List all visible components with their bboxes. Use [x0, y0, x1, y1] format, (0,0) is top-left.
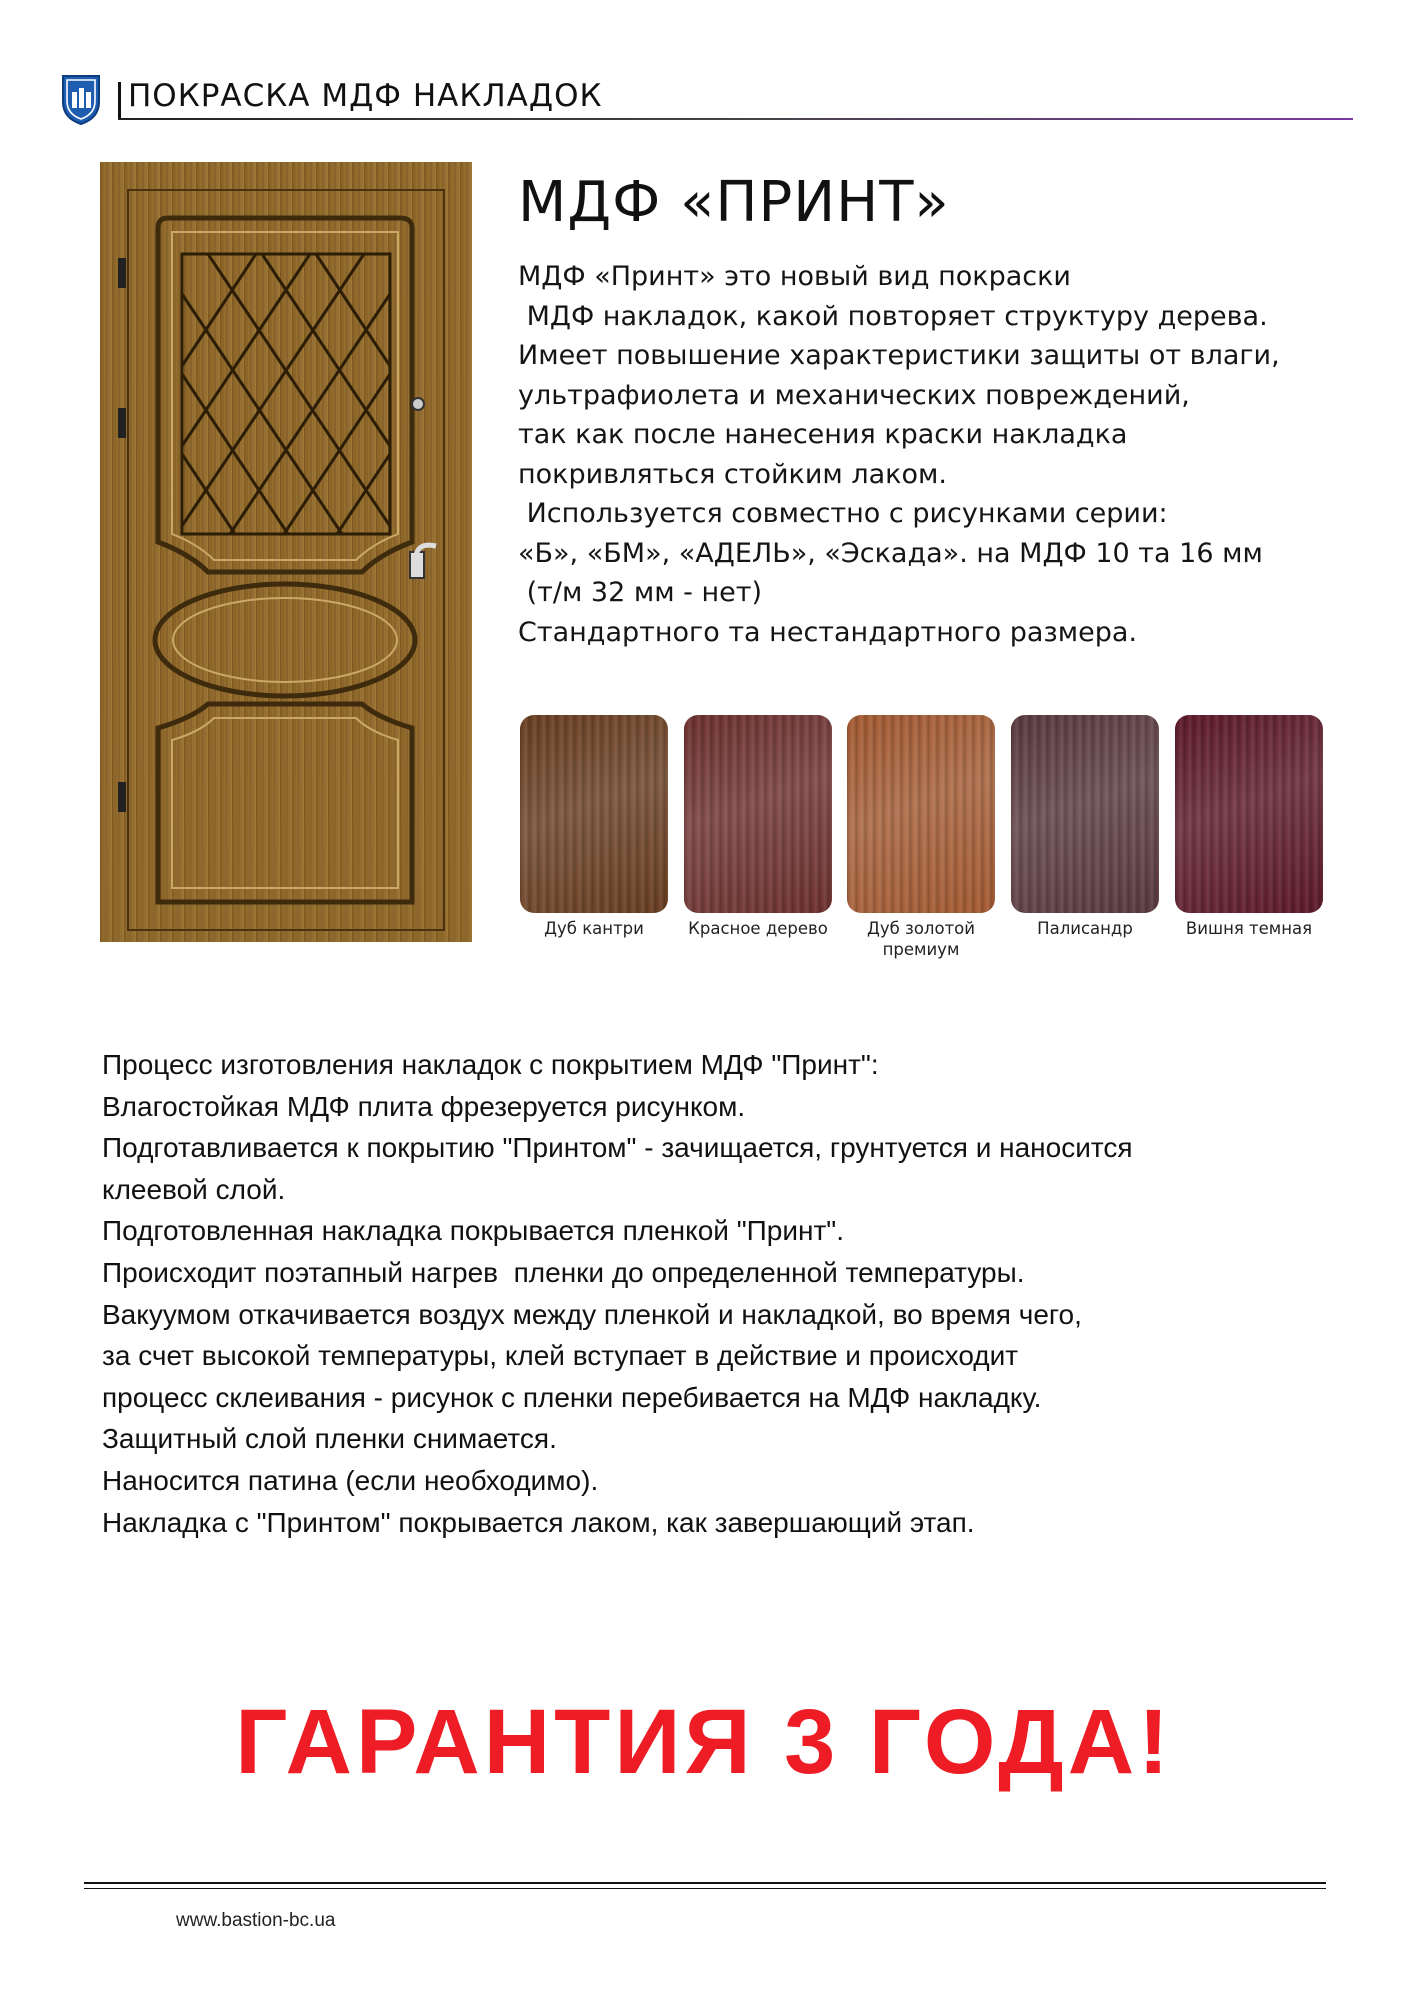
description-line: Используется совместно с рисунками серии: — [518, 498, 1168, 529]
process-line: за счет высокой температуры, клей вступает в действие и происходит — [102, 1340, 1019, 1372]
footer-rule — [84, 1882, 1326, 1884]
swatch-label: Палисандр — [1037, 919, 1133, 938]
header-title: ПОКРАСКА МДФ НАКЛАДОК — [128, 78, 603, 114]
process-description — [102, 1044, 1362, 1543]
footer-rule — [84, 1888, 1326, 1889]
description-line: Стандартного та нестандартного размера. — [518, 616, 1138, 648]
description-line: «Б», «БМ», «АДЕЛЬ», «Эскада». на МДФ 10 та 16 мм — [518, 537, 1263, 569]
swatch-vishnya-temnaya — [1175, 715, 1323, 913]
process-line: Вакуумом откачивается воздух между пленкой и накладкой, во время чего, — [102, 1298, 1082, 1330]
swatch-dub-zolotoy — [847, 715, 995, 913]
product-title: МДФ «ПРИНТ» — [518, 170, 950, 235]
description-line: (т/м 32 мм - нет) — [518, 577, 763, 608]
process-line: клеевой слой. — [102, 1173, 286, 1205]
process-line: Защитный слой пленки снимается. — [102, 1423, 557, 1455]
swatch-krasnoe-derevo — [684, 715, 832, 913]
process-line: Подготовленная накладка покрывается пленкой "Принт". — [102, 1215, 844, 1247]
swatch-dub-kantri — [520, 715, 668, 913]
process-line: процесс склеивания - рисунок с пленки перебивается на МДФ накладку. — [102, 1381, 1042, 1413]
swatch-label: Красное дерево — [688, 919, 828, 938]
process-line: Процесс изготовления накладок с покрытием МДФ "Принт": — [102, 1049, 879, 1080]
product-description — [518, 257, 1368, 652]
website-link[interactable]: www.bastion-bc.ua — [176, 1910, 336, 1931]
process-line: Подготавливается к покрытию "Принтом" - зачищается, грунтуется и наносится — [102, 1132, 1133, 1164]
swatch-label: Дуб золотой премиум — [866, 919, 975, 959]
description-line: МДФ «Принт» это новый вид покраски — [518, 261, 1071, 292]
description-line: так как после нанесения краски накладка — [518, 419, 1128, 450]
process-line: Происходит поэтапный нагрев пленки до определенной температуры. — [102, 1256, 1025, 1288]
swatch-label: Дуб кантри — [544, 919, 644, 938]
door-image — [100, 162, 472, 942]
description-line: ультрафиолета и механических повреждений, — [518, 379, 1190, 411]
process-line: Накладка с "Принтом" покрывается лаком, как завершающий этап. — [102, 1506, 975, 1538]
swatch-label: Вишня темная — [1185, 919, 1313, 938]
description-line: покривляться стойким лаком. — [518, 458, 947, 490]
swatch-palisandr — [1011, 715, 1159, 913]
warranty-banner: ГАРАНТИЯ 3 ГОДА! — [235, 1691, 1173, 1793]
process-line: Влагостойкая МДФ плита фрезеруется рисунком. — [102, 1090, 746, 1122]
process-line: Наносится патина (если необходимо). — [102, 1464, 599, 1496]
description-line: МДФ накладок, какой повторяет структуру дерева. — [518, 300, 1268, 332]
header-underline — [118, 118, 1353, 120]
description-line: Имеет повышение характеристики защиты от влаги, — [518, 340, 1280, 371]
bastion-logo — [60, 72, 102, 126]
